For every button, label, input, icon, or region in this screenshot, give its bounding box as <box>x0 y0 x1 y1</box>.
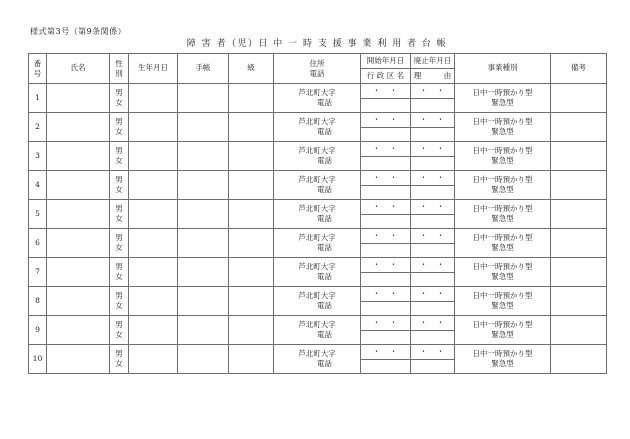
cell-service-type: 日中一時預かり型 緊急型 <box>455 258 551 287</box>
cell-start-date: ・ ・ <box>361 113 411 128</box>
table-row <box>29 287 607 302</box>
cell-end-date: ・ ・ <box>411 258 455 273</box>
cell-reason <box>411 244 455 258</box>
table-row <box>29 142 607 157</box>
cell-birthdate <box>129 258 178 287</box>
cell-reason <box>411 273 455 287</box>
cell-district <box>361 128 411 142</box>
cell-birthdate <box>129 345 178 374</box>
document-title: 障 害 者（児）日 中 一 時 支 援 事 業 利 用 者 台 帳 <box>186 39 448 49</box>
cell-service-type: 日中一時預かり型 緊急型 <box>455 113 551 142</box>
cell-birthdate <box>129 229 178 258</box>
cell-remarks <box>551 171 607 200</box>
cell-birthdate <box>129 171 178 200</box>
cell-end-date: ・ ・ <box>411 200 455 215</box>
cell-name <box>47 345 110 374</box>
cell-address: 芦北町大字 電話 <box>274 171 361 200</box>
cell-remarks <box>551 84 607 113</box>
cell-number: 4 <box>29 171 47 200</box>
table-row <box>29 200 607 215</box>
cell-grade <box>229 200 274 229</box>
cell-notebook <box>178 171 229 200</box>
cell-gender: 男 女 <box>110 142 129 171</box>
cell-notebook <box>178 229 229 258</box>
form-number-label: 様式第3号（第9条関係） <box>30 27 127 36</box>
table-row <box>29 229 607 244</box>
cell-district <box>361 99 411 113</box>
cell-notebook <box>178 113 229 142</box>
header-gender: 性 別 <box>110 54 129 84</box>
cell-start-date: ・ ・ <box>361 171 411 186</box>
cell-birthdate <box>129 287 178 316</box>
header-grade: 級 <box>229 54 274 84</box>
cell-number: 6 <box>29 229 47 258</box>
cell-number: 2 <box>29 113 47 142</box>
header-service-type: 事業種別 <box>455 54 551 84</box>
table-body <box>29 84 607 374</box>
cell-remarks <box>551 345 607 374</box>
header-district: 行 政 区 名 <box>361 69 411 84</box>
cell-address: 芦北町大字 電話 <box>274 316 361 345</box>
cell-reason <box>411 99 455 113</box>
cell-notebook <box>178 200 229 229</box>
cell-start-date: ・ ・ <box>361 84 411 99</box>
cell-start-date: ・ ・ <box>361 345 411 360</box>
table-header <box>29 54 607 84</box>
cell-start-date: ・ ・ <box>361 142 411 157</box>
cell-number: 9 <box>29 316 47 345</box>
table-row <box>29 171 607 186</box>
cell-start-date: ・ ・ <box>361 200 411 215</box>
cell-service-type: 日中一時預かり型 緊急型 <box>455 229 551 258</box>
cell-notebook <box>178 84 229 113</box>
cell-number: 1 <box>29 84 47 113</box>
cell-end-date: ・ ・ <box>411 84 455 99</box>
cell-birthdate <box>129 84 178 113</box>
table-row <box>29 258 607 273</box>
cell-district <box>361 244 411 258</box>
cell-service-type: 日中一時預かり型 緊急型 <box>455 84 551 113</box>
cell-number: 5 <box>29 200 47 229</box>
cell-address: 芦北町大字 電話 <box>274 287 361 316</box>
cell-start-date: ・ ・ <box>361 287 411 302</box>
cell-district <box>361 273 411 287</box>
cell-notebook <box>178 142 229 171</box>
cell-remarks <box>551 113 607 142</box>
cell-number: 10 <box>29 345 47 374</box>
cell-name <box>47 113 110 142</box>
cell-end-date: ・ ・ <box>411 316 455 331</box>
header-end-date: 廃止年月日 <box>411 54 455 69</box>
cell-name <box>47 171 110 200</box>
cell-address: 芦北町大字 電話 <box>274 200 361 229</box>
header-remarks: 備考 <box>551 54 607 84</box>
cell-remarks <box>551 258 607 287</box>
cell-grade <box>229 113 274 142</box>
cell-grade <box>229 229 274 258</box>
cell-end-date: ・ ・ <box>411 229 455 244</box>
cell-address: 芦北町大字 電話 <box>274 345 361 374</box>
cell-grade <box>229 258 274 287</box>
cell-end-date: ・ ・ <box>411 171 455 186</box>
cell-district <box>361 302 411 316</box>
cell-birthdate <box>129 200 178 229</box>
header-name: 氏名 <box>47 54 110 84</box>
cell-name <box>47 287 110 316</box>
cell-gender: 男 女 <box>110 316 129 345</box>
cell-reason <box>411 128 455 142</box>
cell-number: 8 <box>29 287 47 316</box>
header-notebook: 手帳 <box>178 54 229 84</box>
cell-remarks <box>551 287 607 316</box>
cell-district <box>361 157 411 171</box>
cell-service-type: 日中一時預かり型 緊急型 <box>455 345 551 374</box>
cell-end-date: ・ ・ <box>411 142 455 157</box>
cell-number: 7 <box>29 258 47 287</box>
cell-gender: 男 女 <box>110 171 129 200</box>
cell-gender: 男 女 <box>110 84 129 113</box>
cell-grade <box>229 84 274 113</box>
cell-service-type: 日中一時預かり型 緊急型 <box>455 200 551 229</box>
cell-notebook <box>178 258 229 287</box>
cell-reason <box>411 186 455 200</box>
cell-service-type: 日中一時預かり型 緊急型 <box>455 142 551 171</box>
cell-address: 芦北町大字 電話 <box>274 258 361 287</box>
cell-birthdate <box>129 142 178 171</box>
cell-remarks <box>551 316 607 345</box>
cell-gender: 男 女 <box>110 258 129 287</box>
cell-address: 芦北町大字 電話 <box>274 142 361 171</box>
cell-name <box>47 84 110 113</box>
cell-remarks <box>551 229 607 258</box>
header-address-phone: 住所 電話 <box>274 54 361 84</box>
cell-grade <box>229 287 274 316</box>
cell-district <box>361 215 411 229</box>
cell-end-date: ・ ・ <box>411 345 455 360</box>
cell-birthdate <box>129 316 178 345</box>
cell-name <box>47 200 110 229</box>
cell-reason <box>411 157 455 171</box>
cell-gender: 男 女 <box>110 345 129 374</box>
user-registry-table <box>28 53 607 374</box>
cell-grade <box>229 345 274 374</box>
cell-district <box>361 186 411 200</box>
cell-notebook <box>178 345 229 374</box>
cell-notebook <box>178 287 229 316</box>
cell-name <box>47 316 110 345</box>
cell-end-date: ・ ・ <box>411 113 455 128</box>
table-row <box>29 113 607 128</box>
header-number: 番 号 <box>29 54 47 84</box>
header-birthdate: 生年月日 <box>129 54 178 84</box>
cell-number: 3 <box>29 142 47 171</box>
table-row <box>29 345 607 360</box>
cell-start-date: ・ ・ <box>361 258 411 273</box>
cell-grade <box>229 316 274 345</box>
cell-start-date: ・ ・ <box>361 316 411 331</box>
cell-end-date: ・ ・ <box>411 287 455 302</box>
header-start-date: 開始年月日 <box>361 54 411 69</box>
header-reason: 理 由 <box>411 69 455 84</box>
cell-name <box>47 142 110 171</box>
cell-service-type: 日中一時預かり型 緊急型 <box>455 316 551 345</box>
cell-service-type: 日中一時預かり型 緊急型 <box>455 171 551 200</box>
cell-remarks <box>551 200 607 229</box>
cell-address: 芦北町大字 電話 <box>274 229 361 258</box>
cell-remarks <box>551 142 607 171</box>
cell-district <box>361 360 411 374</box>
cell-reason <box>411 215 455 229</box>
cell-gender: 男 女 <box>110 113 129 142</box>
cell-gender: 男 女 <box>110 229 129 258</box>
cell-notebook <box>178 316 229 345</box>
table-row <box>29 316 607 331</box>
cell-grade <box>229 142 274 171</box>
table-row <box>29 84 607 99</box>
cell-grade <box>229 171 274 200</box>
cell-district <box>361 331 411 345</box>
cell-start-date: ・ ・ <box>361 229 411 244</box>
cell-reason <box>411 360 455 374</box>
cell-address: 芦北町大字 電話 <box>274 113 361 142</box>
cell-gender: 男 女 <box>110 200 129 229</box>
cell-gender: 男 女 <box>110 287 129 316</box>
cell-address: 芦北町大字 電話 <box>274 84 361 113</box>
cell-name <box>47 258 110 287</box>
cell-reason <box>411 331 455 345</box>
cell-reason <box>411 302 455 316</box>
cell-name <box>47 229 110 258</box>
cell-birthdate <box>129 113 178 142</box>
cell-service-type: 日中一時預かり型 緊急型 <box>455 287 551 316</box>
